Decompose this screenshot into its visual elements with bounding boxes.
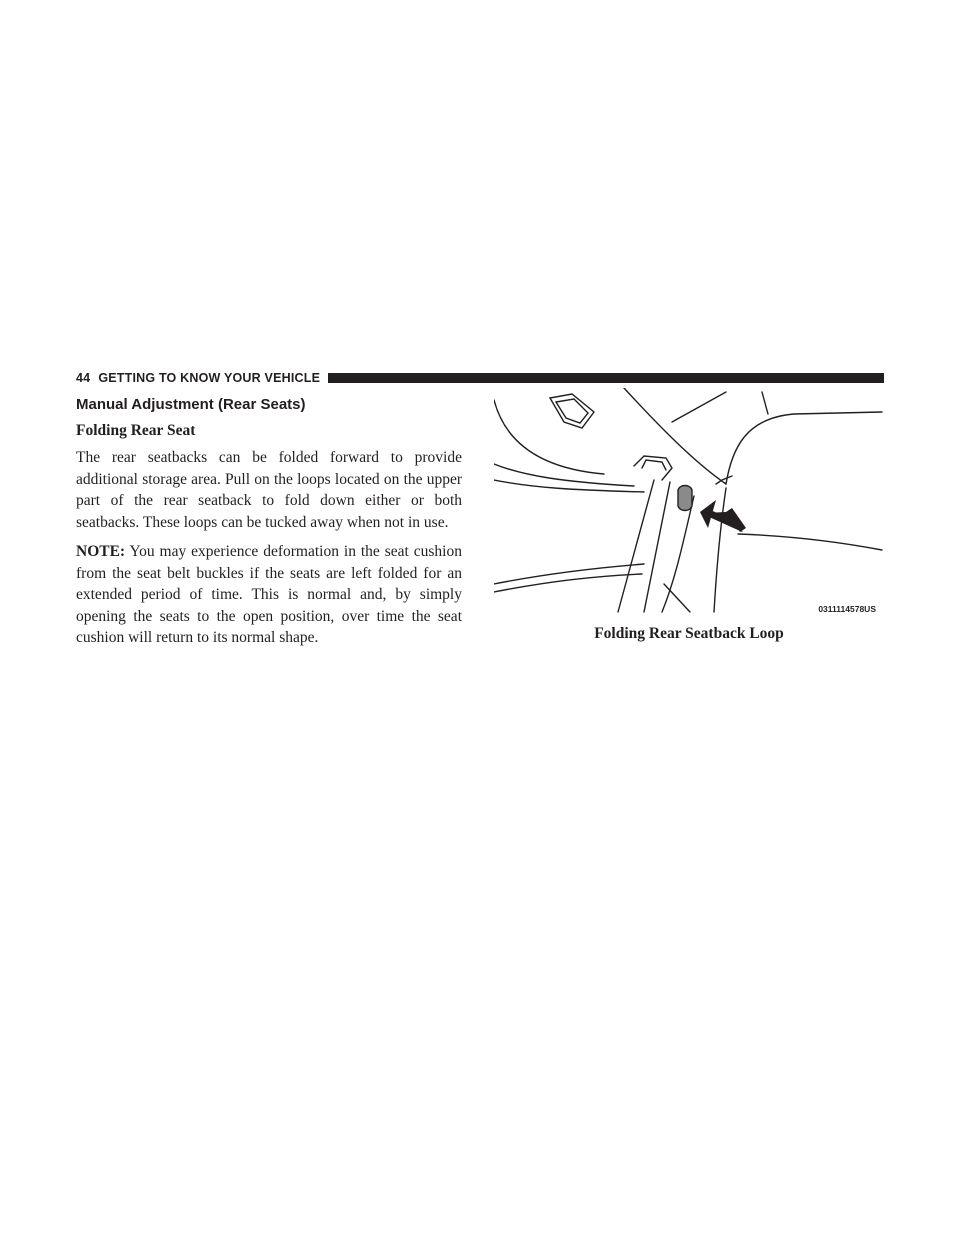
header-rule [328,373,884,383]
subheading: Folding Rear Seat [76,422,196,439]
figure-id: 0311114578US [818,604,876,614]
seatback-loop [678,486,692,511]
note-paragraph [76,541,462,649]
note-text: You may experience deformation in the seat cushion from the seat belt buckles if the seats are left folded for an extended period of time. This is normal and, by simply opening the seats to the open position, over time the seat cushion will return to its normal shape. [76,543,462,646]
running-head: GETTING TO KNOW YOUR VEHICLE [98,371,321,385]
note-label: NOTE: [76,543,126,560]
page-header [76,370,884,386]
section-title: Manual Adjustment (Rear Seats) [76,396,306,413]
body-paragraph: The rear seatbacks can be folded forward to provide additional storage area. Pull on the loops located on the upper part of the rear seatback to fold down either or both seatbacks. These loops can be tucked away when not in use. [76,449,462,531]
seatback-loop-figure [494,388,884,620]
page-number: 44 [76,371,91,385]
seatback-loop-illustration [494,388,884,620]
figure-caption: Folding Rear Seatback Loop [594,625,784,642]
